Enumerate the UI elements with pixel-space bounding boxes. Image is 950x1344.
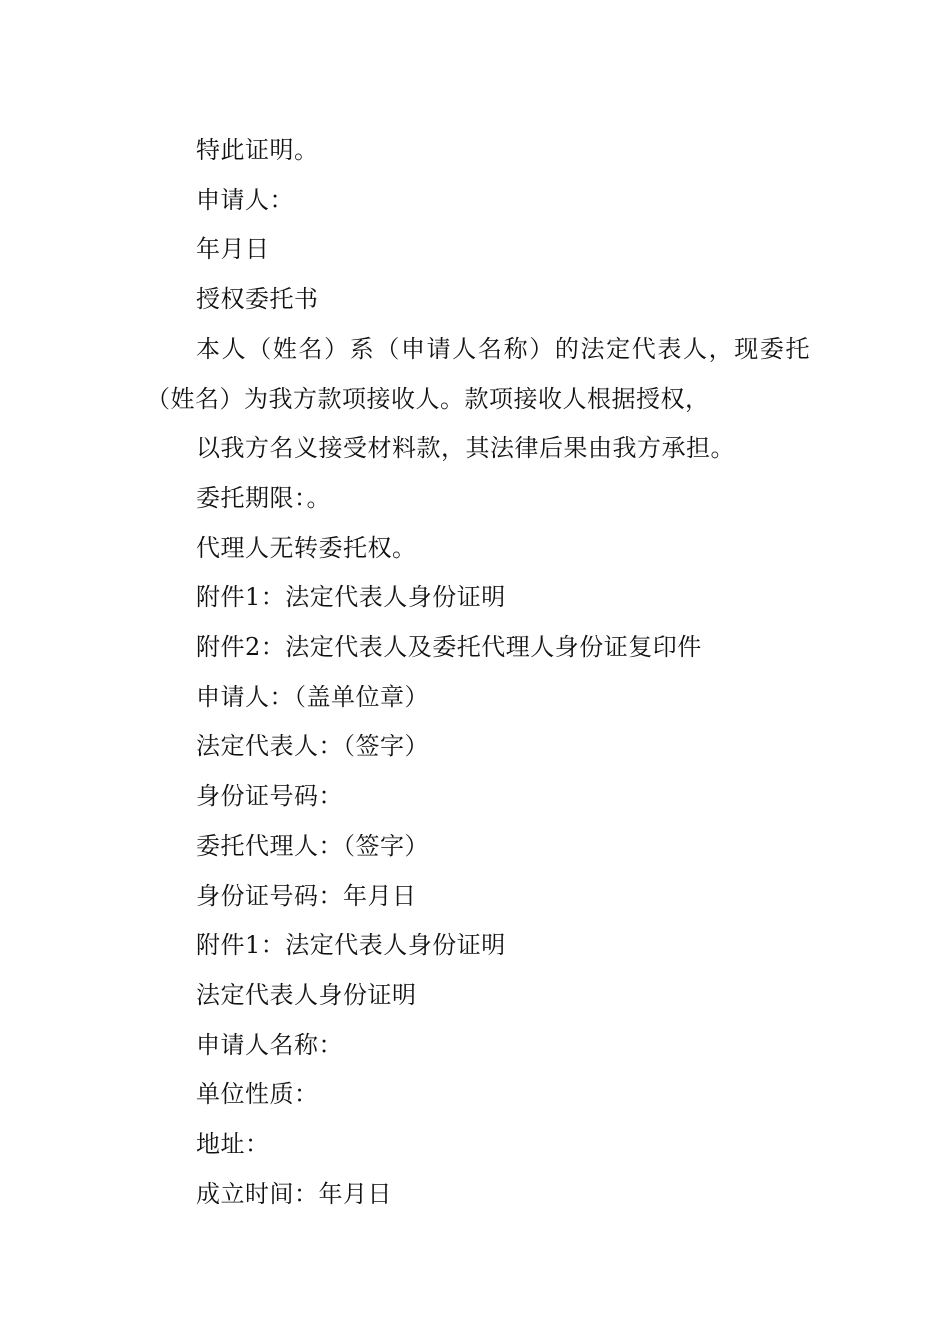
applicant-seal-line: 申请人：（盖单位章） bbox=[196, 682, 429, 711]
attachment-2-line: 附件2：法定代表人及委托代理人身份证复印件 bbox=[196, 633, 702, 662]
authorization-term: 委托期限：。 bbox=[196, 483, 331, 512]
no-sub-delegation: 代理人无转委托权。 bbox=[196, 533, 417, 562]
document-body bbox=[146, 126, 810, 1219]
authorization-consequence: 以我方名义接受材料款，其法律后果由我方承担。 bbox=[196, 434, 735, 463]
attachment-1-line: 附件1：法定代表人身份证明 bbox=[196, 583, 506, 612]
date-line: 年月日 bbox=[196, 235, 270, 264]
id-number-date-line: 身份证号码：年月日 bbox=[196, 881, 417, 910]
established-date-field: 成立时间：年月日 bbox=[196, 1179, 392, 1208]
entity-type-field: 单位性质： bbox=[196, 1080, 319, 1109]
legal-rep-signature-line: 法定代表人：（签字） bbox=[196, 732, 429, 761]
section-title-authorization: 授权委托书 bbox=[196, 285, 319, 314]
agent-signature-line: 委托代理人：（签字） bbox=[196, 831, 429, 860]
closing-statement: 特此证明。 bbox=[196, 136, 319, 164]
authorization-body: 本人（姓名）系（申请人名称）的法定代表人，现委托（姓名）为我方款项接收人。款项接收人根据授权， bbox=[146, 334, 810, 413]
address-field: 地址： bbox=[196, 1130, 270, 1159]
legal-rep-id-title: 法定代表人身份证明 bbox=[196, 980, 417, 1009]
id-number-line: 身份证号码： bbox=[196, 782, 343, 811]
applicant-name-field: 申请人名称： bbox=[196, 1030, 343, 1059]
applicant-label: 申请人： bbox=[196, 185, 294, 214]
attachment-1-heading: 附件1：法定代表人身份证明 bbox=[196, 931, 506, 960]
